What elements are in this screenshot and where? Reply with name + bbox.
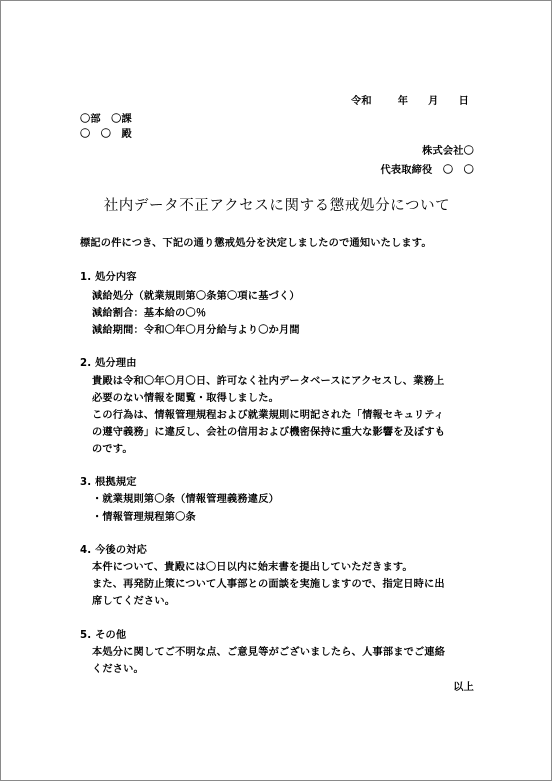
section-line: 減給期間：令和〇年〇月分給与より〇か月間 [92, 325, 300, 336]
section-line: ・就業規則第〇条（情報管理義務違反） [92, 494, 279, 505]
section-heading: 2. 処分理由 [80, 358, 137, 369]
section-line: ください。 [92, 664, 144, 675]
section-line: 席してください。 [92, 596, 176, 607]
section-line: 貴殿は令和〇年〇月〇日、許可なく社内データベースにアクセスし、業務上 [92, 376, 445, 387]
date-line [351, 95, 469, 109]
section-line: 減給割合：基本給の〇％ [92, 308, 207, 319]
date-month: 月 [428, 96, 439, 107]
section-line: 必要のない情報を閲覧・取得しました。 [92, 393, 279, 404]
section-line: の遵守義務」に違反し、会社の信用および機密保持に重大な影響を及ぼすも [92, 427, 446, 438]
section-line: 本処分に関してご不明な点、ご意見等がございましたら、人事部までご連絡 [92, 647, 446, 658]
section-heading: 3. 根拠規定 [80, 477, 137, 488]
recipient-name: 〇 〇 殿 [80, 129, 132, 140]
section-line: 本件について、貴殿には〇日以内に始末書を提出していただきます。 [92, 562, 413, 573]
section-line: ・情報管理規程第〇条 [92, 512, 196, 523]
section-heading: 4. 今後の対応 [80, 545, 148, 556]
document-title: 社内データ不正アクセスに関する懲戒処分について [103, 198, 451, 214]
sender-representative: 代表取締役 〇 〇 [380, 165, 474, 176]
section-heading: 5. その他 [80, 630, 127, 641]
section-line: 減給処分（就業規則第〇条第〇項に基づく） [92, 291, 300, 302]
section-line: のです。 [92, 444, 133, 455]
section-line: また、再発防止策について人事部との面談を実施しますので、指定日時に出 [92, 579, 445, 590]
date-year: 年 [397, 96, 409, 107]
section-line: この行為は、情報管理規程および就業規則に明記された「情報セキュリティ [92, 410, 445, 421]
date-day: 日 [458, 96, 469, 107]
sender-company: 株式会社〇 [422, 146, 474, 157]
intro-text: 標記の件につき、下記の通り懲戒処分を決定しましたので通知いたします。 [80, 238, 432, 249]
recipient-department: 〇部 〇課 [80, 114, 132, 125]
date-era: 令和 [351, 96, 372, 107]
section-heading: 1. 処分内容 [80, 272, 137, 283]
closing-text: 以上 [453, 682, 474, 693]
